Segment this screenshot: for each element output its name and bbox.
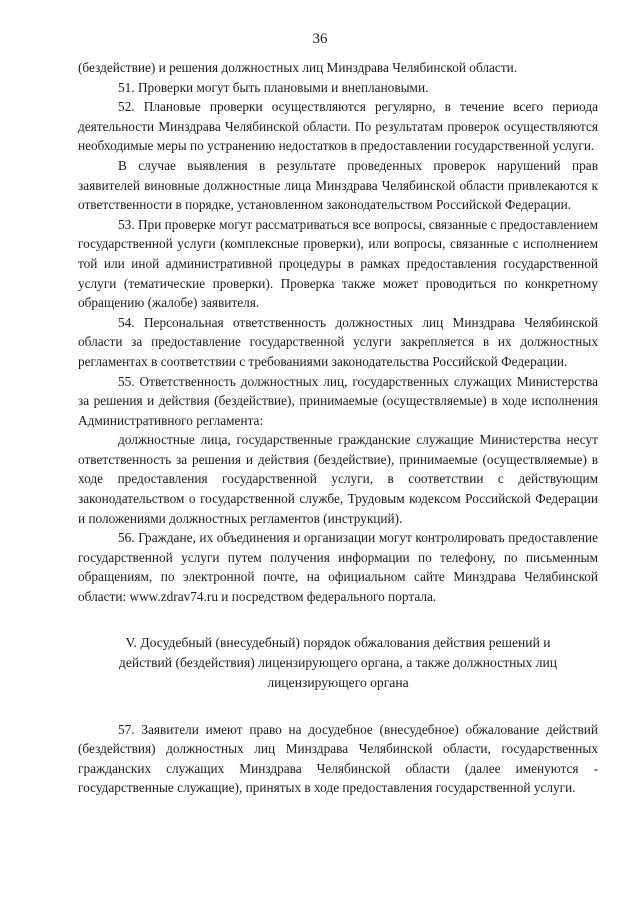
paragraph-51: 51. Проверки могут быть плановыми и внеплановыми. — [118, 79, 429, 95]
paragraph-55: 55. Ответственность должностных лиц, государственных служащих Министерства за решения и действия (бездействие), принимаемые (осуществляемые) в ходе исполнения Административного регламента: — [78, 373, 598, 428]
section-heading-line-1: V. Досудебный (внесудебный) порядок обжалования действия решений и — [125, 634, 551, 650]
section-heading-line-2: действий (бездействия) лицензирующего органа, а также должностных лиц — [118, 654, 558, 670]
paragraph-56: 56. Граждане, их объединения и организации могут контролировать предоставление государственной услуги путем получения информации по телефону, по письменным обращениям, по электронной почте, на официальном сайте Минздрава Челябинской области: www.zdrav74.ru и посредством федерального портала. — [78, 530, 598, 605]
section-heading — [78, 633, 598, 693]
paragraph-52-violations: В случае выявления в результате проведенных проверок нарушений прав заявителей виновные должностные лица Минздрава Челябинской области привлекаются к ответственности в порядке, установленном законодательством Российской Федерации. — [78, 157, 598, 213]
paragraph-57: 57. Заявители имеют право на досудебное (внесудебное) обжалование действий (бездействия) должностных лиц Минздрава Челябинской области, государственных гражданских служащих Минздрава Челябинской области (далее именуются - государственные служащие), принятых в ходе предоставления государственной услуги. — [78, 721, 598, 796]
section-heading-line-3: лицензирующего органа — [267, 674, 409, 690]
paragraph-52: 52. Плановые проверки осуществляются регулярно, в течение всего периода деятельности Минздрава Челябинской области. По результатам проверок осуществляются необходимые меры по устранению недостатков в предоставлении государственной услуги. — [78, 99, 598, 154]
document-body — [78, 58, 598, 798]
paragraph-54: 54. Персональная ответственность должностных лиц Минздрава Челябинской области за предоставление государственной услуги закрепляется в их должностных регламентах в соответствии с требованиями законодательства Российской Федерации. — [78, 314, 598, 369]
paragraph-53: 53. При проверке могут рассматриваться все вопросы, связанные с предоставлением государственной услуги (комплексные проверки), или вопросы, связанные с исполнением той или иной административной процедуры в рамках предоставления государственной услуги (тематические проверки). Проверка также может проводиться по конкретному обращению (жалобе) заявителя. — [78, 216, 598, 311]
paragraph-55-officials: должностные лица, государственные гражданские служащие Министерства несут ответственность за решения и действия (бездействие), принимаемые (осуществляемые) в ходе предоставления государственной услуги, в соответствии с действующим законодательством о государственной службе, Трудовым кодексом Российской Федерации и положениями должностных регламентов (инструкций). — [78, 432, 598, 526]
paragraph-continuation: (бездействие) и решения должностных лиц Минздрава Челябинской области. — [78, 60, 518, 75]
page-number: 36 — [312, 31, 328, 47]
